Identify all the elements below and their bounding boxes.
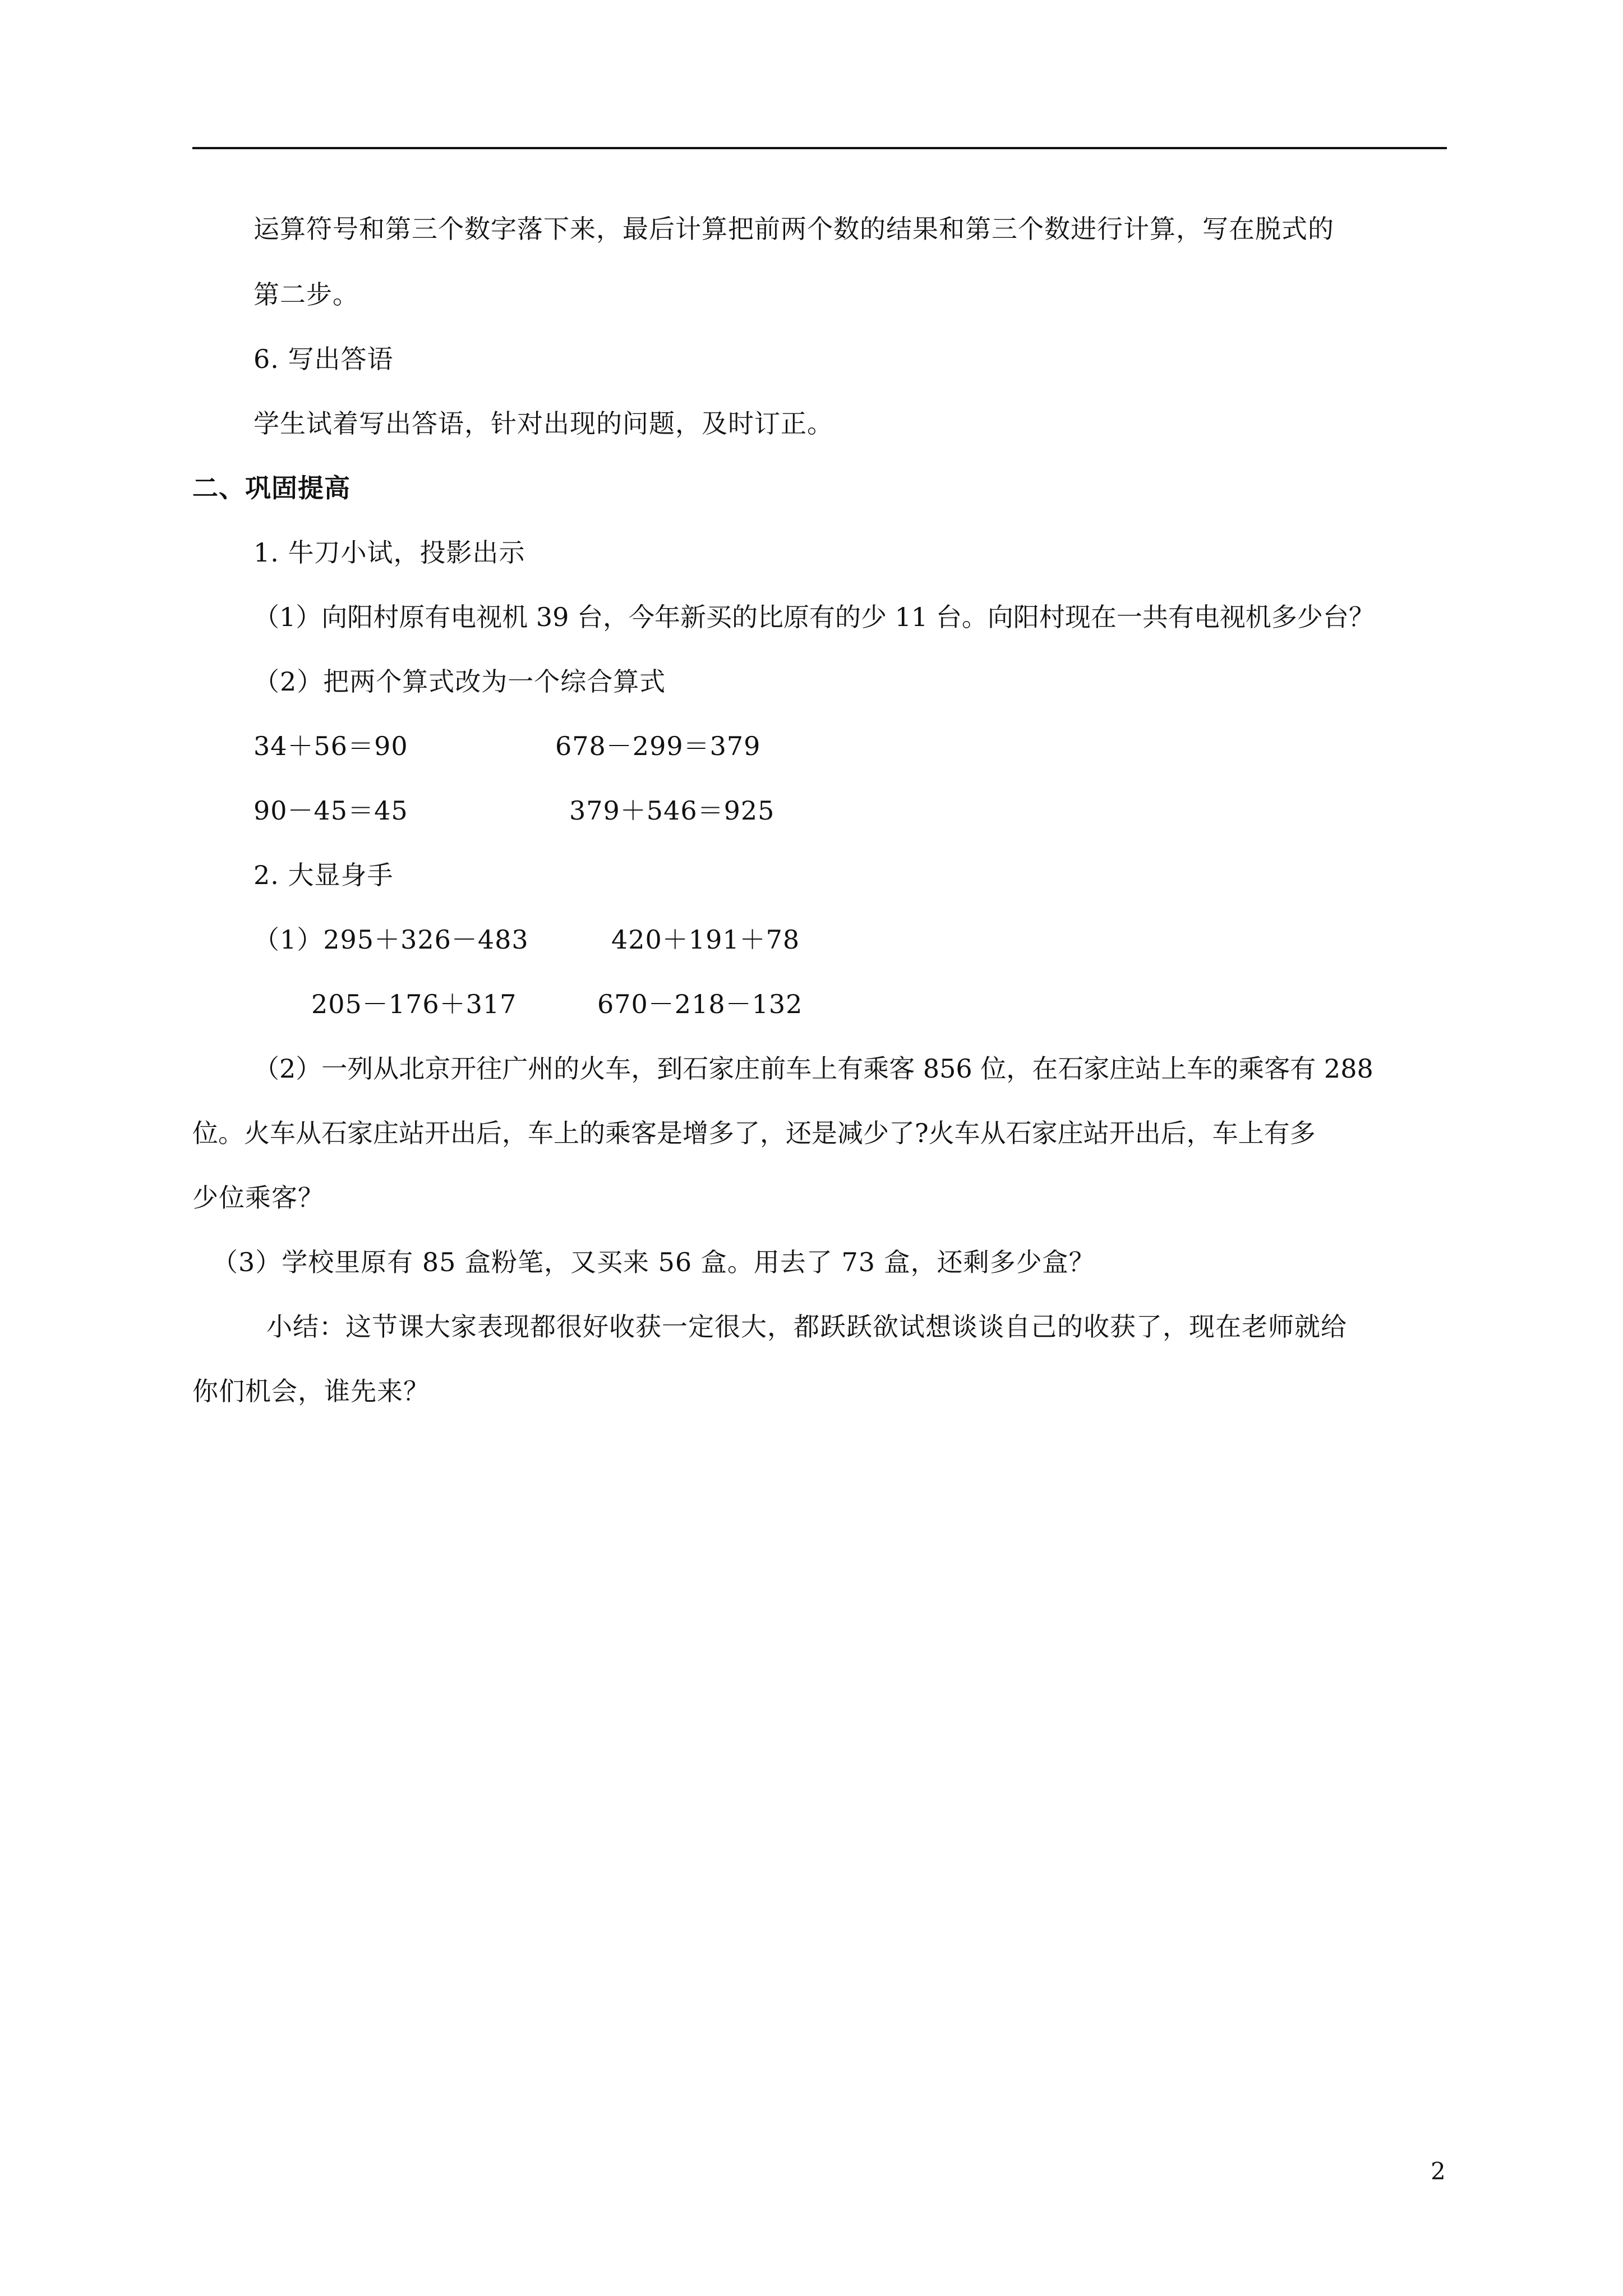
equation: 678－299＝379	[555, 731, 761, 761]
text-line: 运算符号和第三个数字落下来，最后计算把前两个数的结果和第三个数进行计算，写在脱式的	[253, 214, 1334, 244]
summary-line: 你们机会，谁先来？	[192, 1376, 430, 1406]
equation: 34＋56＝90	[253, 731, 408, 761]
header-rule	[192, 147, 1447, 149]
expression: 420＋191＋78	[611, 924, 800, 955]
summary-line: 小结：这节课大家表现都很好收获一定很大，都跃跃欲试想谈谈自己的收获了，现在老师就给	[266, 1312, 1347, 1342]
equation: 90－45＝45	[253, 795, 408, 826]
expression: 670－218－132	[597, 989, 803, 1019]
problem-line: （3）学校里原有 85 盒粉笔，又买来 56 盒。用去了 73 盒，还剩多少盒？	[212, 1247, 1095, 1277]
page-number: 2	[1431, 2157, 1446, 2185]
text-line: 第二步。	[253, 279, 359, 310]
equation: 379＋546＝925	[569, 795, 775, 826]
section-heading: 二、巩固提高	[192, 473, 351, 503]
step-heading: 2. 大显身手	[253, 860, 394, 890]
problem-line: （1）向阳村原有电视机 39 台，今年新买的比原有的少 11 台。向阳村现在一共有电视机多少台？	[253, 602, 1375, 632]
expression: （1）295＋326－483	[253, 924, 529, 955]
step-heading: 6. 写出答语	[253, 344, 394, 374]
problem-line: （2）把两个算式改为一个综合算式	[253, 666, 666, 697]
problem-line: （2）一列从北京开往广州的火车，到石家庄前车上有乘客 856 位，在石家庄站上车的乘客有 288	[253, 1053, 1373, 1084]
text-line: 学生试着写出答语，针对出现的问题，及时订正。	[253, 408, 833, 439]
expression: 205－176＋317	[311, 989, 517, 1019]
problem-line: 位。火车从石家庄站开出后，车上的乘客是增多了，还是减少了?火车从石家庄站开出后，车上有多	[192, 1118, 1316, 1148]
problem-line: 少位乘客？	[192, 1182, 324, 1213]
step-heading: 1. 牛刀小试，投影出示	[253, 537, 525, 568]
